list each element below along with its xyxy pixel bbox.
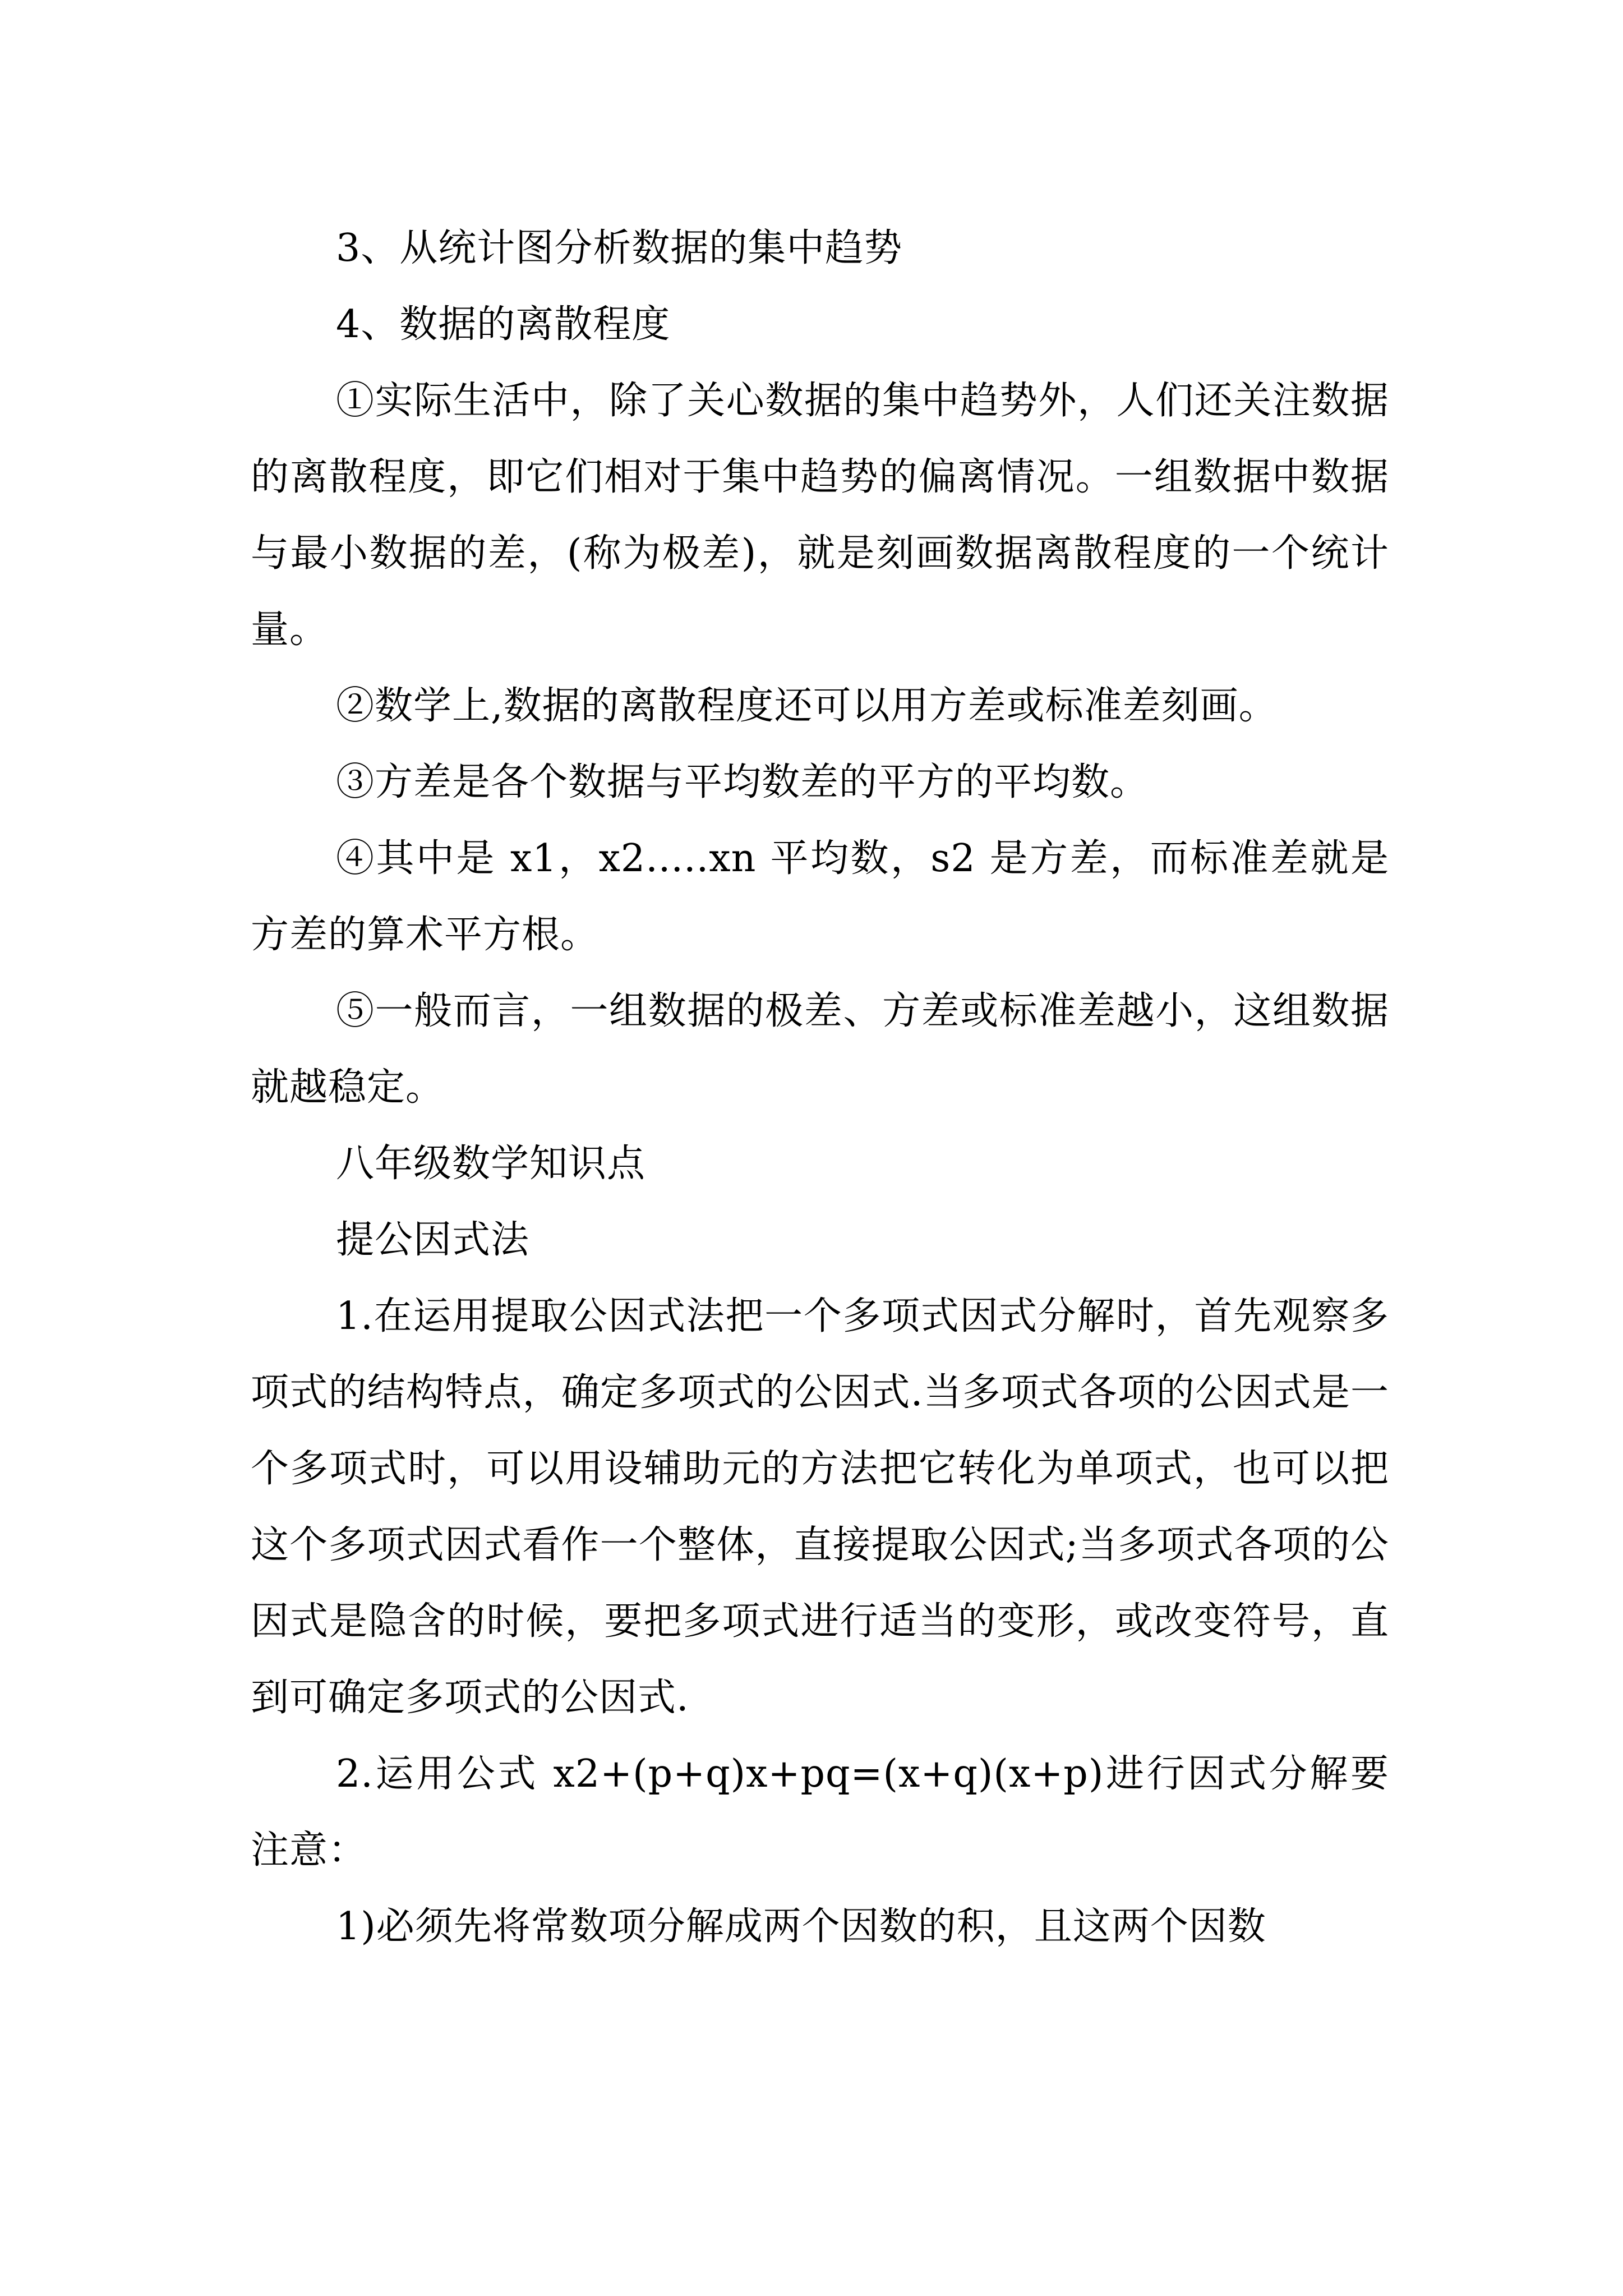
paragraph-variance-definition: ③方差是各个数据与平均数差的平方的平均数。 (336, 760, 1149, 804)
document-body (251, 210, 1389, 1965)
paragraph-cross-multiplication: 2.运用公式 x2+(p+q)x+pq=(x+q)(x+p)进行因式分解要注意： (251, 1752, 1389, 1872)
paragraph-stddev-definition: ④其中是 x1，x2.....xn 平均数，s2 是方差，而标准差就是方差的算术平方根。 (251, 836, 1389, 957)
section-title-common-factor: 提公因式法 (336, 1218, 530, 1262)
paragraph-stability: ⑤一般而言，一组数据的极差、方差或标准差越小，这组数据就越稳定。 (251, 989, 1389, 1110)
section-title-grade8: 八年级数学知识点 (336, 1142, 646, 1186)
paragraph-statistics-chart-trend: 3、从统计图分析数据的集中趋势 (336, 226, 903, 270)
paragraph-range-definition: ①实际生活中，除了关心数据的集中趋势外，人们还关注数据的离散程度，即它们相对于集中趋势的偏离情况。一组数据中数据与最小数据的差，(称为极差)，就是刻画数据离散程度的一个统计量。 (251, 379, 1389, 652)
paragraph-common-factor-method: 1.在运用提取公因式法把一个多项式因式分解时，首先观察多项式的结构特点，确定多项式的公因式.当多项式各项的公因式是一个多项式时，可以用设辅助元的方法把它转化为单项式，也可以把这个多项式因式看作一个整体，直接提取公因式;当多项式各项的公因式是隐含的时候，要把多项式进行适当的变形，或改变符号，直到可确定多项式的公因式. (251, 1294, 1389, 1720)
paragraph-note-1: 1)必须先将常数项分解成两个因数的积，且这两个因数 (336, 1904, 1266, 1949)
paragraph-dispersion-heading: 4、数据的离散程度 (336, 302, 671, 347)
paragraph-variance-stddev: ②数学上,数据的离散程度还可以用方差或标准差刻画。 (336, 684, 1278, 728)
